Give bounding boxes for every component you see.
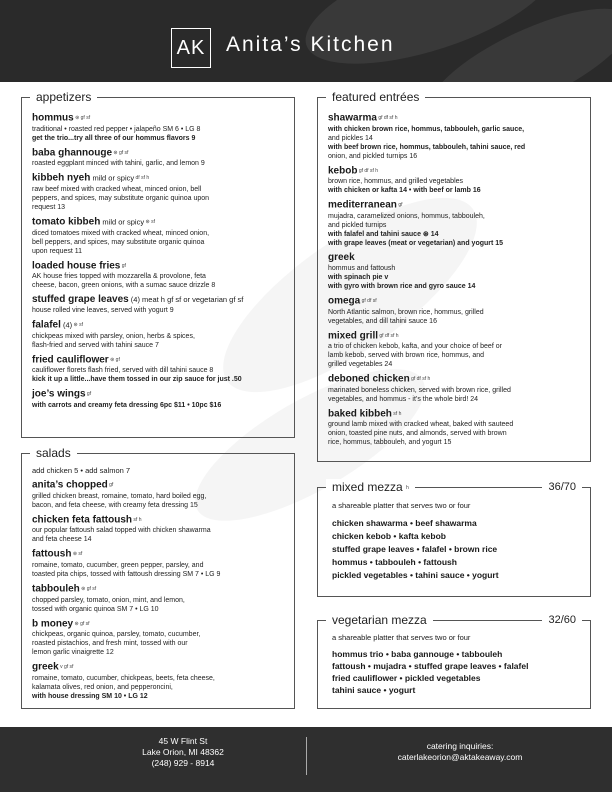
salad-addons: add chicken 5 • add salmon 7 (32, 466, 131, 475)
menu-header (0, 0, 612, 82)
menu-item-name: kebob gf df sf h (328, 165, 379, 177)
menu-item-description: chopped parsley, tomato, onion, mint, and lemon, (32, 596, 185, 604)
menu-item-name: joe’s wings gf (32, 389, 92, 401)
menu-item (328, 408, 580, 448)
veg-mezza-price: 32/60 (542, 612, 582, 628)
menu-item-description: kick it up a little...have them tossed in our zip sauce for just .50 (32, 376, 242, 384)
menu-item (32, 661, 284, 701)
menu-item-description: with grape leaves (meat or vegetarian) and yogurt 15 (328, 239, 504, 247)
menu-item-description: marinated boneless chicken, served with brown rice, grilled (328, 386, 511, 394)
menu-item-description: romaine, tomato, cucumber, green pepper, parsley, and (32, 561, 204, 569)
catering-block (345, 741, 575, 763)
menu-item-name: omega gf df sf (328, 295, 377, 307)
menu-item-description: onion, and pickled turnips 16 (328, 152, 418, 160)
menu-item-name: falafel (4) ⊛ sf (32, 319, 84, 331)
menu-item-description: chickpeas mixed with parsley, onion, herbs & spices, (32, 332, 195, 340)
menu-item (32, 479, 284, 510)
menu-item-description: roasted eggplant minced with tahini, garlic, and lemon 9 (32, 160, 205, 168)
menu-item-description: hommus and fattoush (328, 264, 396, 272)
menu-item-name: greek (328, 251, 355, 263)
veg-mezza-title: vegetarian mezza (326, 612, 433, 628)
menu-item-description: grilled chicken breast, romaine, tomato, hard boiled egg, (32, 492, 207, 500)
menu-item-description: roasted pistachios, and fresh mint, tossed with our (32, 640, 188, 648)
mezza-line: stuffed grape leaves • falafel • brown rice (332, 544, 498, 554)
menu-item-description: and feta cheese 14 (32, 536, 92, 544)
menu-item-description: diced tomatoes mixed with cracked wheat, minced onion, (32, 229, 210, 237)
menu-item-name: hommus ⊛ gf sf (32, 112, 91, 124)
menu-item-name: mixed grill gf df sf h (328, 330, 399, 342)
menu-item-description: house rolled vine leaves, served with yogurt 9 (32, 307, 174, 315)
menu-item-description: lemon garlic vinaigrette 12 (32, 649, 114, 657)
menu-item-name: greek v gf sf (32, 661, 74, 673)
menu-item-name: shawarma gf df sf h (328, 112, 398, 124)
menu-item-description: ground lamb mixed with cracked wheat, baked with sauteed (328, 421, 514, 429)
mezza-line: hommus • tabbouleh • fattoush (332, 557, 457, 567)
menu-item-description: with spinach pie v (328, 273, 389, 281)
menu-item (328, 330, 580, 370)
salads-body (22, 454, 294, 701)
menu-item (32, 260, 284, 291)
menu-item-description: raw beef mixed with cracked wheat, minced onion, bell (32, 185, 202, 193)
menu-item-name: fattoush ⊛ sf (32, 548, 83, 560)
menu-item-name: tomato kibbeh mild or spicy ⊛ sf (32, 216, 155, 228)
mixed-mezza-list (332, 517, 576, 582)
menu-item (328, 112, 580, 161)
menu-item-description: get the trio...try all three of our hommus flavors 9 (32, 134, 196, 142)
menu-item-description: bell peppers, and spices, may substitute organic quinoa (32, 238, 205, 246)
phone-number[interactable]: (248) 929 - 8914 (151, 758, 215, 768)
appetizers-list (22, 98, 294, 410)
veg-mezza-subtitle: a shareable platter that serves two or four (332, 633, 471, 642)
menu-item-description: a trio of chicken kebob, kafta, and your choice of beef or (328, 343, 502, 351)
address-city: Lake Orion, MI 48362 (142, 747, 224, 757)
menu-item (328, 295, 580, 326)
menu-item-description: with chicken or kafta 14 • with beef or lamb 16 (328, 187, 481, 195)
appetizers-title: appetizers (30, 89, 97, 105)
vegetarian-mezza-section (317, 613, 591, 709)
menu-item-description: tossed with organic quinoa SM 7 • LG 10 (32, 605, 159, 613)
menu-item (328, 199, 580, 248)
menu-item (328, 252, 580, 291)
menu-item-description: bacon, and feta cheese, with creamy feta dressing 15 (32, 501, 198, 509)
menu-item-name: baba ghannouge ⊛ gf sf (32, 147, 129, 159)
mixed-mezza-title: mixed mezza h (326, 479, 415, 496)
menu-item-description: cheese, bacon, green onions, with a sumac sauce drizzle 8 (32, 282, 216, 290)
menu-item-description: with falafel and tahini sauce ⊛ 14 (328, 230, 439, 238)
menu-item-description: vegetables, and hommus - it’s the whole bird! 24 (328, 395, 479, 403)
menu-item-description: with gyro with brown rice and gyro sauce 14 (328, 282, 476, 290)
menu-item-description: with carrots and creamy feta dressing 6pc $11 • 10pc $16 (32, 402, 222, 410)
menu-item-name: tabbouleh ⊛ gf sf (32, 583, 97, 595)
catering-label: catering inquiries: (426, 741, 494, 751)
menu-item-description: lamb kebob, served with brown rice, hommus, and (328, 352, 485, 360)
menu-item (32, 583, 284, 614)
menu-item-description: North Atlantic salmon, brown rice, hommus, grilled (328, 308, 484, 316)
menu-item-description: cauliflower florets flash fried, served with dill tahini sauce 8 (32, 367, 214, 375)
entrees-list (318, 98, 590, 447)
mezza-line: hommus trio • baba gannouge • tabbouleh (332, 649, 503, 659)
menu-footer (0, 727, 612, 792)
menu-item-name: mediterranean gf (328, 199, 403, 211)
entrees-title: featured entrées (326, 89, 425, 105)
mezza-line: chicken shawarma • beef shawarma (332, 518, 477, 528)
menu-item (32, 514, 284, 545)
menu-item-name: fried cauliflower ⊛ gf (32, 354, 120, 366)
catering-email[interactable]: caterlakeorion@aktakeaway.com (397, 752, 523, 762)
salads-title: salads (30, 445, 77, 461)
menu-item-name: loaded house fries gf (32, 260, 126, 272)
restaurant-name: Anita’s Kitchen (226, 33, 395, 56)
menu-item (32, 147, 284, 169)
menu-item-name: b money ⊛ gf sf (32, 618, 90, 630)
mezza-line: pickled vegetables • tahini sauce • yogurt (332, 570, 499, 580)
menu-item-description: chickpeas, organic quinoa, parsley, tomato, cucumber, (32, 631, 201, 639)
menu-item-description: romaine, tomato, cucumber, chickpeas, beets, feta cheese, (32, 674, 215, 682)
menu-item-description: with house dressing SM 10 • LG 12 (32, 692, 148, 700)
salads-section (21, 446, 295, 709)
menu-item-name: deboned chicken gf df sf h (328, 373, 431, 385)
menu-item-description: grilled vegetables 24 (328, 361, 393, 369)
menu-item-description: AK house fries topped with mozzarella & provolone, feta (32, 273, 206, 281)
menu-item-description: with beef brown rice, hommus, tabbouleh, tahini sauce, red (328, 143, 526, 151)
menu-item-description: request 13 (32, 203, 66, 211)
mezza-line: fattoush • mujadra • stuffed grape leaves • falafel (332, 661, 529, 671)
mixed-mezza-price: 36/70 (542, 479, 582, 495)
menu-item (32, 294, 284, 315)
menu-item-name: chicken feta fattoush sf h (32, 514, 142, 526)
address-block (98, 736, 268, 769)
address-street: 45 W Flint St (158, 736, 208, 746)
appetizers-section (21, 90, 295, 438)
menu-item-name: stuffed grape leaves (4) meat h gf sf or vegetarian gf sf (32, 294, 244, 306)
menu-item (32, 319, 284, 350)
menu-item-description: onion, toasted pine nuts, and almonds, served with brown (328, 430, 507, 438)
menu-item (32, 618, 284, 658)
menu-item (32, 388, 284, 410)
menu-item-description: toasted pita chips, tossed with fattoush dressing SM 7 • LG 9 (32, 570, 221, 578)
menu-item (32, 548, 284, 579)
menu-item (32, 216, 284, 256)
menu-item-description: vegetables, and dill tahini sauce 16 (328, 317, 437, 325)
menu-item (32, 112, 284, 143)
mixed-mezza-section (317, 480, 591, 597)
menu-item-description: rice, hommus, tabbouleh, and yogurt 15 (328, 439, 452, 447)
menu-item-description: our popular fattoush salad topped with chicken shawarma (32, 527, 211, 535)
veg-mezza-list (332, 648, 576, 696)
menu-item-description: traditional • roasted red pepper • jalapeño SM 6 • LG 8 (32, 125, 201, 133)
mezza-line: fried cauliflower • pickled vegetables (332, 673, 481, 683)
entrees-section (317, 90, 591, 462)
salads-list (32, 479, 284, 701)
menu-item (32, 172, 284, 212)
menu-item-description: brown rice, hommus, and grilled vegetables (328, 178, 464, 186)
mixed-mezza-subtitle: a shareable platter that serves two or four (332, 501, 471, 510)
mezza-line: chicken kebob • kafta kebob (332, 531, 446, 541)
mezza-line: tahini sauce • yogurt (332, 685, 416, 695)
footer-divider (306, 737, 307, 775)
menu-item-name: kibbeh nyeh mild or spicy df sf h (32, 172, 150, 184)
menu-item (328, 373, 580, 404)
menu-item-description: and pickles 14 (328, 134, 373, 142)
menu-item (32, 354, 284, 385)
menu-item-description: flash-fried and served with tahini sauce 7 (32, 341, 159, 349)
menu-item-description: kalamata olives, red onion, and pepperoncini, (32, 683, 173, 691)
menu-item-name: anita’s chopped gf (32, 479, 114, 491)
menu-item-name: baked kibbeh sf h (328, 408, 402, 420)
menu-item-description: upon request 11 (32, 247, 83, 255)
logo: AK (171, 28, 211, 68)
menu-item-description: and pickled turnips (328, 221, 387, 229)
menu-item-description: peppers, and spices, may substitute organic quinoa upon (32, 194, 210, 202)
menu-item-description: with chicken brown rice, hommus, tabbouleh, garlic sauce, (328, 125, 525, 133)
menu-item-description: mujadra, caramelized onions, hommus, tabbouleh, (328, 212, 485, 220)
menu-item (328, 165, 580, 196)
